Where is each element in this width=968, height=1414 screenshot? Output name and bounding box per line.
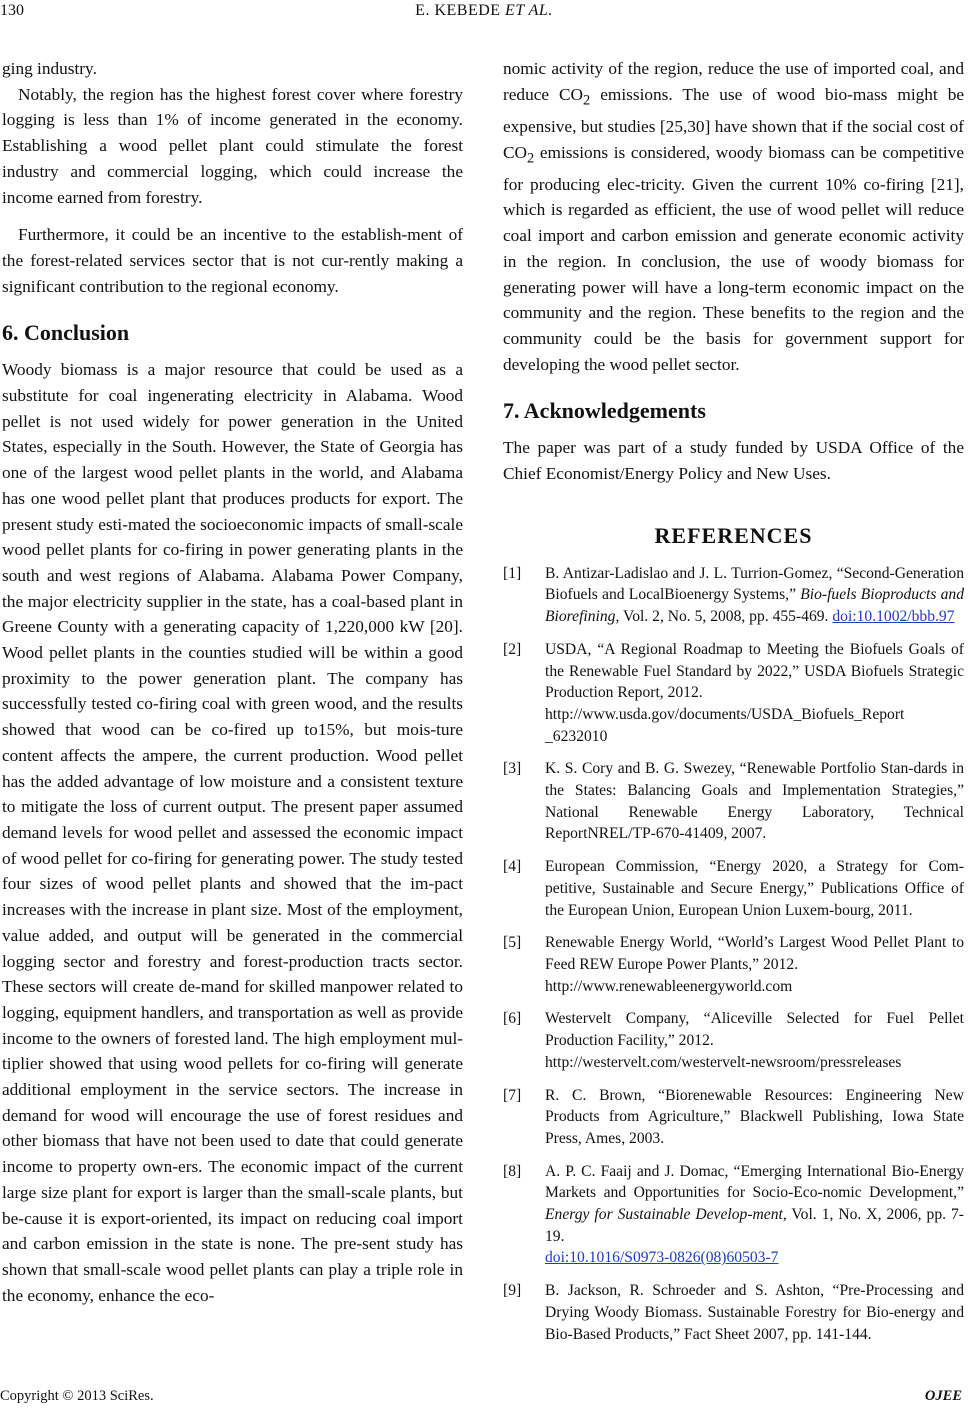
doi-link[interactable]: doi:10.1002/bbb.97 (832, 608, 955, 626)
reference-text: K. S. Cory and B. G. Swezey, “Renewable Portfolio Stan-dards in the States: Balancing Goals and Implementation Strategies,” National Renewable Energy Laboratory, Technical ReportNREL/TP-670-41409, 2007. (545, 760, 964, 843)
running-head-authors: E. KEBEDE (415, 2, 501, 19)
reference-number: [8] (503, 1162, 522, 1180)
reference-text: Westervelt Company, “Aliceville Selected for Fuel Pellet Production Facility,” 2012. http://westervelt.com/westervelt-newsroom/pressreleases (545, 1008, 964, 1073)
reference-number: [3] (503, 760, 522, 778)
reference-text: A. P. C. Faaij and J. Domac, “Emerging International Bio-Energy Markets and Opportunities for Socio-Eco-nomic Development,” Energy for Sustainable Develop-ment, Vol. 1, No. X, 2006, pp. 7-19. doi:10.1016/S0973-0826(08)60503-7 (545, 1161, 964, 1270)
reference-text: B. Antizar-Ladislao and J. L. Turrion-Gomez, “Second-Generation Biofuels and LocalBioenergy Systems,” Bio-fuels Bioproducts and Biorefining, Vol. 2, No. 5, 2008, pp. 455-469. doi:10.1002/bbb.97 (545, 564, 964, 626)
reference-url: http://westervelt.com/westervelt-newsroom/pressreleases (545, 1053, 902, 1071)
reference-url: http://www.renewableenergyworld.com (545, 977, 793, 995)
section-heading-acknowledgements: 7. Acknowledgements (503, 398, 706, 424)
reference-item (503, 932, 964, 997)
reference-item (503, 758, 964, 845)
reference-text: USDA, “A Regional Roadmap to Meeting the Biofuels Goals of the Renewable Fuel Standard by 2022,” USDA Biofuels Strategic Production Report, 2012. http://www.usda.gov/documents/USDA_Biofuels_Report _6232010 (545, 639, 964, 748)
subscript: 2 (583, 92, 591, 109)
text-segment: emissions is considered, woody biomass can be competitive for producing elec-tricity. Given the current 10% co-firing [21], which is regarded as efficient, the use of wood pellet will reduce coal import and carbon emission and generate economic activity in the region. In conclusion, the use of woody biomass for generating power will have a long-term economic impact on the community and the region. These benefits to the region and the community could be the basis for government support for developing the wood pellet sector. (503, 142, 964, 374)
reference-text: B. Jackson, R. Schroeder and S. Ashton, “Pre-Processing and Drying Woody Biomass. Sustainable Forestry for Bio-energy and Bio-Based Products,” Fact Sheet 2007, pp. 141-144. (545, 1282, 964, 1343)
reference-item (503, 856, 964, 921)
text-segment: nomic activity of the region, reduce the use of imported coal, and reduce CO (503, 59, 964, 104)
paragraph-continuation: ging industry. (2, 59, 97, 78)
paragraph-acknowledgements: The paper was part of a study funded by USDA Office of the Chief Economist/Energy Policy and New Uses. (503, 438, 964, 484)
section-heading-conclusion: 6. Conclusion (2, 320, 130, 346)
reference-number: [1] (503, 564, 522, 582)
reference-number: [6] (503, 1010, 522, 1028)
running-head (0, 2, 968, 20)
reference-item (503, 1280, 964, 1345)
left-column (2, 56, 463, 1308)
right-column (503, 56, 964, 1356)
references-list (503, 563, 964, 1346)
reference-number: [5] (503, 934, 522, 952)
running-head-et-al: ET AL. (505, 2, 553, 19)
reference-item (503, 1161, 964, 1270)
reference-item (503, 1085, 964, 1150)
references-heading: REFERENCES (654, 522, 813, 548)
journal-title: Bio-fuels Bioproducts and Biorefining (545, 586, 964, 626)
paragraph-services-sector: Furthermore, it could be an incentive to the establish-ment of the forest-related services sector that is not cur-rently making a significant contribution to the regional economy. (2, 225, 463, 296)
paragraph-forest-cover: Notably, the region has the highest forest cover where forestry logging is less than 1% of income generated in the economy. Establishing a wood pellet plant could stimulate the forest industry and commercial logging, which could increase the income earned from forestry. (2, 84, 463, 207)
reference-number: [7] (503, 1086, 522, 1104)
footer-journal: OJEE (924, 1388, 962, 1404)
reference-number: [4] (503, 858, 522, 876)
text-segment: emissions. The use of wood bio-mass might be expensive, but studies [25,30] have shown that if the social cost of CO (503, 84, 965, 162)
paragraph-conclusion: Woody biomass is a major resource that could be used as a substitute for coal ingenerating electricity in Alabama. Wood pellet is not used widely for power generation in the United States, especially in the South. However, the State of Georgia has one of the largest wood pellet plants in the world, and Alabama has one wood pellet plant that produces products for export. The present study esti-mated the socioeconomic impacts of small-scale wood pellet plants for co-firing in power generating plants in the south and west regions of Alabama. Alabama Power Company, the major electricity supplier in the state, has a coal-based plant in Greene County with a generating capacity of 1,220,000 kW [20]. Wood pellet plants in the counties studied will be within a good proximity to the power generation plant. The company has successfully tested co-firing coal with green wood, and the results showed that wood can be co-fired up to15%, but mois-ture content affects the ampere, the current production. Wood pellet has the added advantage of low moisture and a consistent texture to mitigate the loss of current output. The present paper assumed demand levels for wood pellet and assessed the economic impact of wood pellet for co-firing for generating power. The study tested four sizes of wood pellet plants and showed that the im-pact increases with the increase in plant size. Most of the employment, value added, and output will be generated in the commercial logging sector and forestry and forest-production tracts sector. These sectors will create de-mand for skilled manpower related to logging, equipment handlers, and transportation as well as provide income to the owners of forested land. The high employment mul-tiplier showed that using wood pellets for co-firing will generate additional employment in the service sectors. The increase in demand for wood will encourage the use of forest residues and other biomass that have not been used to date that could generate income to property own-ers. The economic impact of the current large size plant for export is larger than the small-scale plants, but be-cause it is export-oriented, its impact on reducing coal import and carbon emission in the state is none. The pre-sent study has shown that small-scale wood pellet plants can play a triple role in the economy, enhance the eco- (2, 360, 463, 1305)
page-number: 130 (0, 2, 24, 19)
reference-url: http://www.usda.gov/documents/USDA_Biofuels_Report _6232010 (545, 705, 905, 745)
reference-item (503, 639, 964, 748)
journal-title: Energy for Sustainable Develop-ment (545, 1206, 783, 1224)
reference-text: European Commission, “Energy 2020, a Strategy for Com-petitive, Sustainable and Secure Energy,” Publications Office of the European Union, European Union Luxem-bourg, 2011. (545, 858, 964, 919)
reference-text: Renewable Energy World, “World’s Largest Wood Pellet Plant to Feed REW Europe Power Plants,” 2012. http://www.renewableenergyworld.com (545, 932, 964, 997)
reference-item (503, 563, 964, 628)
reference-text: R. C. Brown, “Biorenewable Resources: Engineering New Products from Agriculture,” Blackwell Publishing, Iowa State Press, Ames, 2003. (545, 1086, 964, 1147)
reference-number: [2] (503, 640, 522, 658)
paragraph-conclusion-continued (503, 56, 964, 377)
subscript: 2 (527, 150, 535, 167)
footer-copyright: Copyright © 2013 SciRes. (0, 1388, 154, 1404)
reference-number: [9] (503, 1282, 522, 1300)
doi-link[interactable]: doi:10.1016/S0973-0826(08)60503-7 (545, 1249, 779, 1267)
reference-item (503, 1008, 964, 1073)
